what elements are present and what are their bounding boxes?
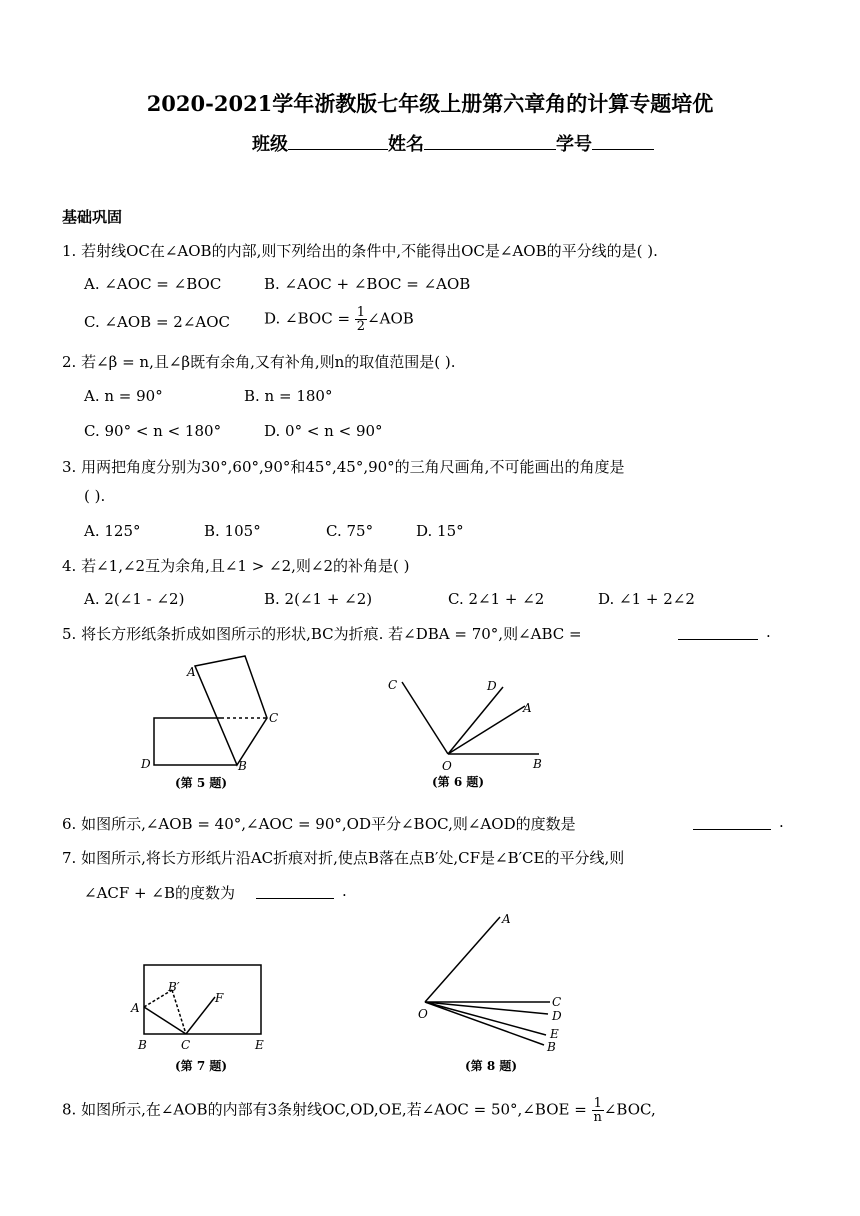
fig7-line-cf bbox=[186, 997, 215, 1034]
q2-option-c[interactable]: C. 90° < n < 180° bbox=[84, 422, 222, 440]
q8-frac-den: n bbox=[593, 1110, 602, 1125]
figure-5 bbox=[130, 652, 290, 802]
fig7-dashed-bc bbox=[172, 990, 186, 1034]
q4-option-b[interactable]: B. 2(∠1 + ∠2) bbox=[264, 590, 373, 608]
q6-stem: 6. 如图所示,∠AOB = 40°,∠AOC = 90°,OD平分∠BOC,则∠AOD的度数是 bbox=[62, 815, 576, 833]
fig7-rectangle bbox=[144, 965, 261, 1034]
q1-option-d[interactable] bbox=[264, 306, 414, 333]
fig5-label-c: C bbox=[269, 711, 279, 725]
fig6-label-c: C bbox=[388, 678, 398, 692]
q3-stem-line1: 3. 用两把角度分别为30°,60°,90°和45°,45°,90°的三角尺画角,不可能画出的角度是 bbox=[62, 458, 625, 476]
q6-end: . bbox=[779, 813, 784, 831]
name-blank[interactable] bbox=[424, 135, 556, 150]
q8-stem-post: ∠BOC, bbox=[603, 1100, 656, 1119]
q3-stem-line2: ( ). bbox=[84, 487, 106, 505]
q2-option-d[interactable]: D. 0° < n < 90° bbox=[264, 422, 383, 440]
q7-answer-blank[interactable] bbox=[256, 884, 334, 899]
fig8-label-e: E bbox=[550, 1027, 559, 1041]
figure-8 bbox=[412, 910, 572, 1078]
q4-option-d[interactable]: D. ∠1 + 2∠2 bbox=[598, 590, 695, 608]
q2-option-a[interactable]: A. n = 90° bbox=[84, 387, 163, 405]
q3-option-b[interactable]: B. 105° bbox=[204, 522, 261, 540]
q8-stem-pre: 8. 如图所示,在∠AOB的内部有3条射线OC,OD,OE,若∠AOC = 50°,∠BOE = bbox=[62, 1100, 587, 1119]
fig5-label-b: B bbox=[238, 759, 247, 773]
q1-option-d-post: ∠AOB bbox=[367, 309, 414, 328]
fig8-ray-oa bbox=[425, 917, 500, 1002]
id-blank[interactable] bbox=[592, 135, 654, 150]
q3-option-a[interactable]: A. 125° bbox=[84, 522, 141, 540]
class-blank[interactable] bbox=[288, 135, 388, 150]
fig6-label-a: A bbox=[523, 701, 532, 715]
q6-answer-blank[interactable] bbox=[693, 815, 771, 830]
fig5-label-a: A bbox=[187, 665, 196, 679]
q5-answer-blank[interactable] bbox=[678, 625, 758, 640]
q4-option-c[interactable]: C. 2∠1 + ∠2 bbox=[448, 590, 545, 608]
q4-stem: 4. 若∠1,∠2互为余角,且∠1 > ∠2,则∠2的补角是( ) bbox=[62, 557, 410, 575]
q1-option-b[interactable]: B. ∠AOC + ∠BOC = ∠AOB bbox=[264, 275, 471, 293]
fig7-label-c: C bbox=[181, 1038, 191, 1052]
name-label: 姓名 bbox=[388, 134, 424, 155]
q1-frac-num: 1 bbox=[356, 305, 366, 320]
q2-stem: 2. 若∠β = n,且∠β既有余角,又有补角,则n的取值范围是( ). bbox=[62, 353, 456, 371]
student-info bbox=[252, 130, 654, 156]
q1-option-d-pre: D. ∠BOC = bbox=[264, 309, 351, 328]
page-title: 2020-2021学年浙教版七年级上册第六章角的计算专题培优 bbox=[146, 91, 714, 116]
fig7-label-e: E bbox=[255, 1038, 264, 1052]
q7-end: . bbox=[342, 882, 347, 900]
fig7-label-b: B bbox=[138, 1038, 147, 1052]
figure-6 bbox=[382, 668, 552, 798]
fig8-ray-oe bbox=[425, 1002, 546, 1035]
fig6-label-d: D bbox=[487, 679, 497, 693]
q3-option-c[interactable]: C. 75° bbox=[326, 522, 374, 540]
q2-option-b[interactable]: B. n = 180° bbox=[244, 387, 333, 405]
q7-stem-line1: 7. 如图所示,将长方形纸片沿AC折痕对折,使点B落在点B′处,CF是∠B′CE的平分线,则 bbox=[62, 849, 625, 867]
fig7-label-a: A bbox=[131, 1001, 140, 1015]
q5-stem: 5. 将长方形纸条折成如图所示的形状,BC为折痕. 若∠DBA = 70°,则∠ABC = bbox=[62, 625, 582, 643]
fig8-label-a: A bbox=[502, 912, 511, 926]
q4-option-a[interactable]: A. 2(∠1 - ∠2) bbox=[84, 590, 185, 608]
section-heading: 基础巩固 bbox=[62, 208, 123, 226]
q1-frac-den: 2 bbox=[356, 319, 366, 334]
q1-stem: 1. 若射线OC在∠AOB的内部,则下列给出的条件中,不能得出OC是∠AOB的平分线的是( ). bbox=[62, 242, 658, 260]
class-label: 班级 bbox=[252, 134, 288, 155]
fig5-strip-left bbox=[154, 718, 237, 765]
fig6-label-b: B bbox=[533, 757, 542, 771]
q1-option-c[interactable]: C. ∠AOB = 2∠AOC bbox=[84, 313, 231, 331]
q7-stem-line2: ∠ACF + ∠B的度数为 bbox=[84, 884, 235, 902]
fig5-strip-folded bbox=[195, 656, 267, 765]
fig5-label-d: D bbox=[141, 757, 151, 771]
fig8-label-b: B bbox=[547, 1040, 556, 1054]
fig7-label-bprime: B′ bbox=[168, 980, 180, 994]
fig6-ray-oa bbox=[448, 706, 525, 754]
fig8-caption: (第 8 题) bbox=[465, 1059, 518, 1073]
q8-fraction bbox=[592, 1097, 604, 1124]
id-label: 学号 bbox=[556, 134, 592, 155]
fig8-label-c: C bbox=[552, 995, 562, 1009]
fig7-caption: (第 7 题) bbox=[175, 1059, 228, 1073]
fig8-label-d: D bbox=[552, 1009, 562, 1023]
fig6-label-o: O bbox=[442, 759, 452, 773]
q1-fraction bbox=[355, 306, 367, 333]
q3-option-d[interactable]: D. 15° bbox=[416, 522, 464, 540]
fig7-fold-ac bbox=[144, 1007, 186, 1034]
fig6-ray-od bbox=[448, 687, 503, 754]
q8-frac-num: 1 bbox=[593, 1096, 602, 1111]
figure-7 bbox=[128, 955, 278, 1080]
fig6-caption: (第 6 题) bbox=[432, 775, 485, 789]
q1-option-a[interactable]: A. ∠AOC = ∠BOC bbox=[84, 275, 222, 293]
fig8-label-o: O bbox=[418, 1007, 428, 1021]
fig6-ray-oc bbox=[402, 682, 448, 754]
fig5-caption: (第 5 题) bbox=[175, 776, 228, 790]
q8-stem bbox=[62, 1097, 656, 1124]
fig7-label-f: F bbox=[215, 991, 224, 1005]
q5-end: . bbox=[766, 623, 771, 641]
